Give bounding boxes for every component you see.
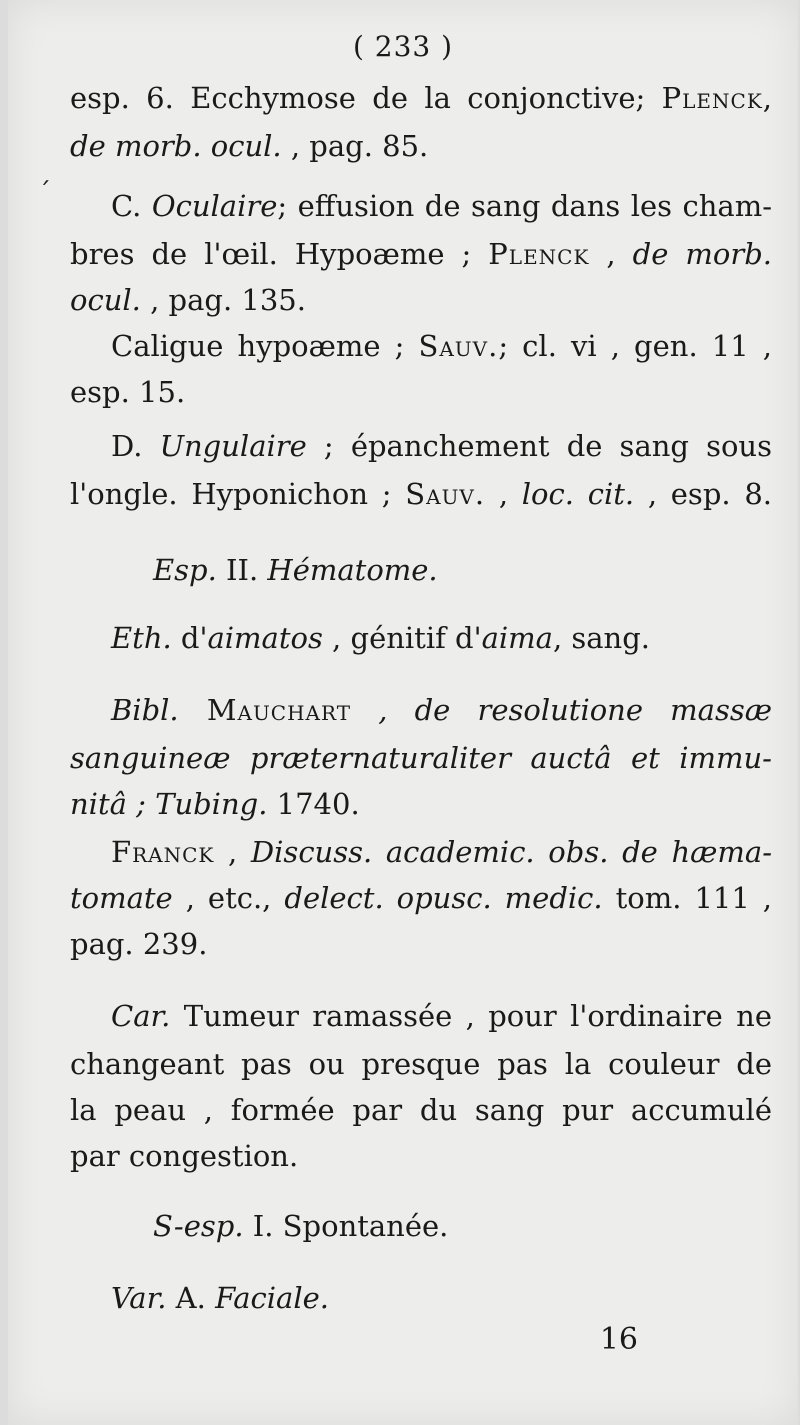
text-line: Caligue hypoæme ; Sauv.; cl. vi , gen. 11 , bbox=[111, 329, 772, 363]
text-line: Franck , Discuss. academic. obs. de hæma- bbox=[111, 835, 772, 869]
text-line: pag. 239. bbox=[70, 927, 208, 961]
page-number-header: ( 233 ) bbox=[352, 30, 454, 63]
text-line: ocul. , pag. 135. bbox=[70, 283, 306, 317]
text-line: sanguineæ præternaturaliter auctâ et immu- bbox=[70, 741, 772, 775]
text-line: Bibl. Mauchart , de resolutione massæ bbox=[111, 693, 772, 727]
text-line: esp. 6. Ecchymose de la conjonctive; Plenck, bbox=[70, 81, 772, 115]
text-line: tomate , etc., delect. opusc. medic. tom. 111 , bbox=[70, 881, 772, 915]
margin-mark: ˊ bbox=[38, 178, 51, 208]
text-line: C. Oculaire; effusion de sang dans les cham- bbox=[111, 189, 772, 223]
text-line: esp. 15. bbox=[70, 375, 186, 409]
text-line: la peau , formée par du sang pur accumulé bbox=[70, 1093, 772, 1127]
section-heading: Var. A. Faciale. bbox=[111, 1281, 329, 1315]
text-line: changeant pas ou presque pas la couleur de bbox=[70, 1047, 772, 1081]
text-line: bres de l'œil. Hypoæme ; Plenck , de morb. bbox=[70, 237, 772, 271]
text-line: de morb. ocul. , pag. 85. bbox=[70, 129, 429, 163]
text-line: l'ongle. Hyponichon ; Sauv. , loc. cit. , esp. 8. bbox=[70, 477, 772, 511]
text-line: nitâ ; Tubing. 1740. bbox=[70, 787, 360, 821]
text-line: D. Ungulaire ; épanchement de sang sous bbox=[111, 429, 772, 463]
section-heading: Esp. II. Hématome. bbox=[153, 553, 438, 587]
text-line: Car. Tumeur ramassée , pour l'ordinaire ne bbox=[111, 999, 772, 1033]
book-page bbox=[8, 0, 798, 1425]
text-line: Eth. d'aimatos , génitif d'aima, sang. bbox=[111, 621, 651, 655]
section-heading: S-esp. I. Spontanée. bbox=[153, 1209, 449, 1243]
signature-mark: 16 bbox=[599, 1322, 638, 1357]
text-line: par congestion. bbox=[70, 1139, 299, 1173]
